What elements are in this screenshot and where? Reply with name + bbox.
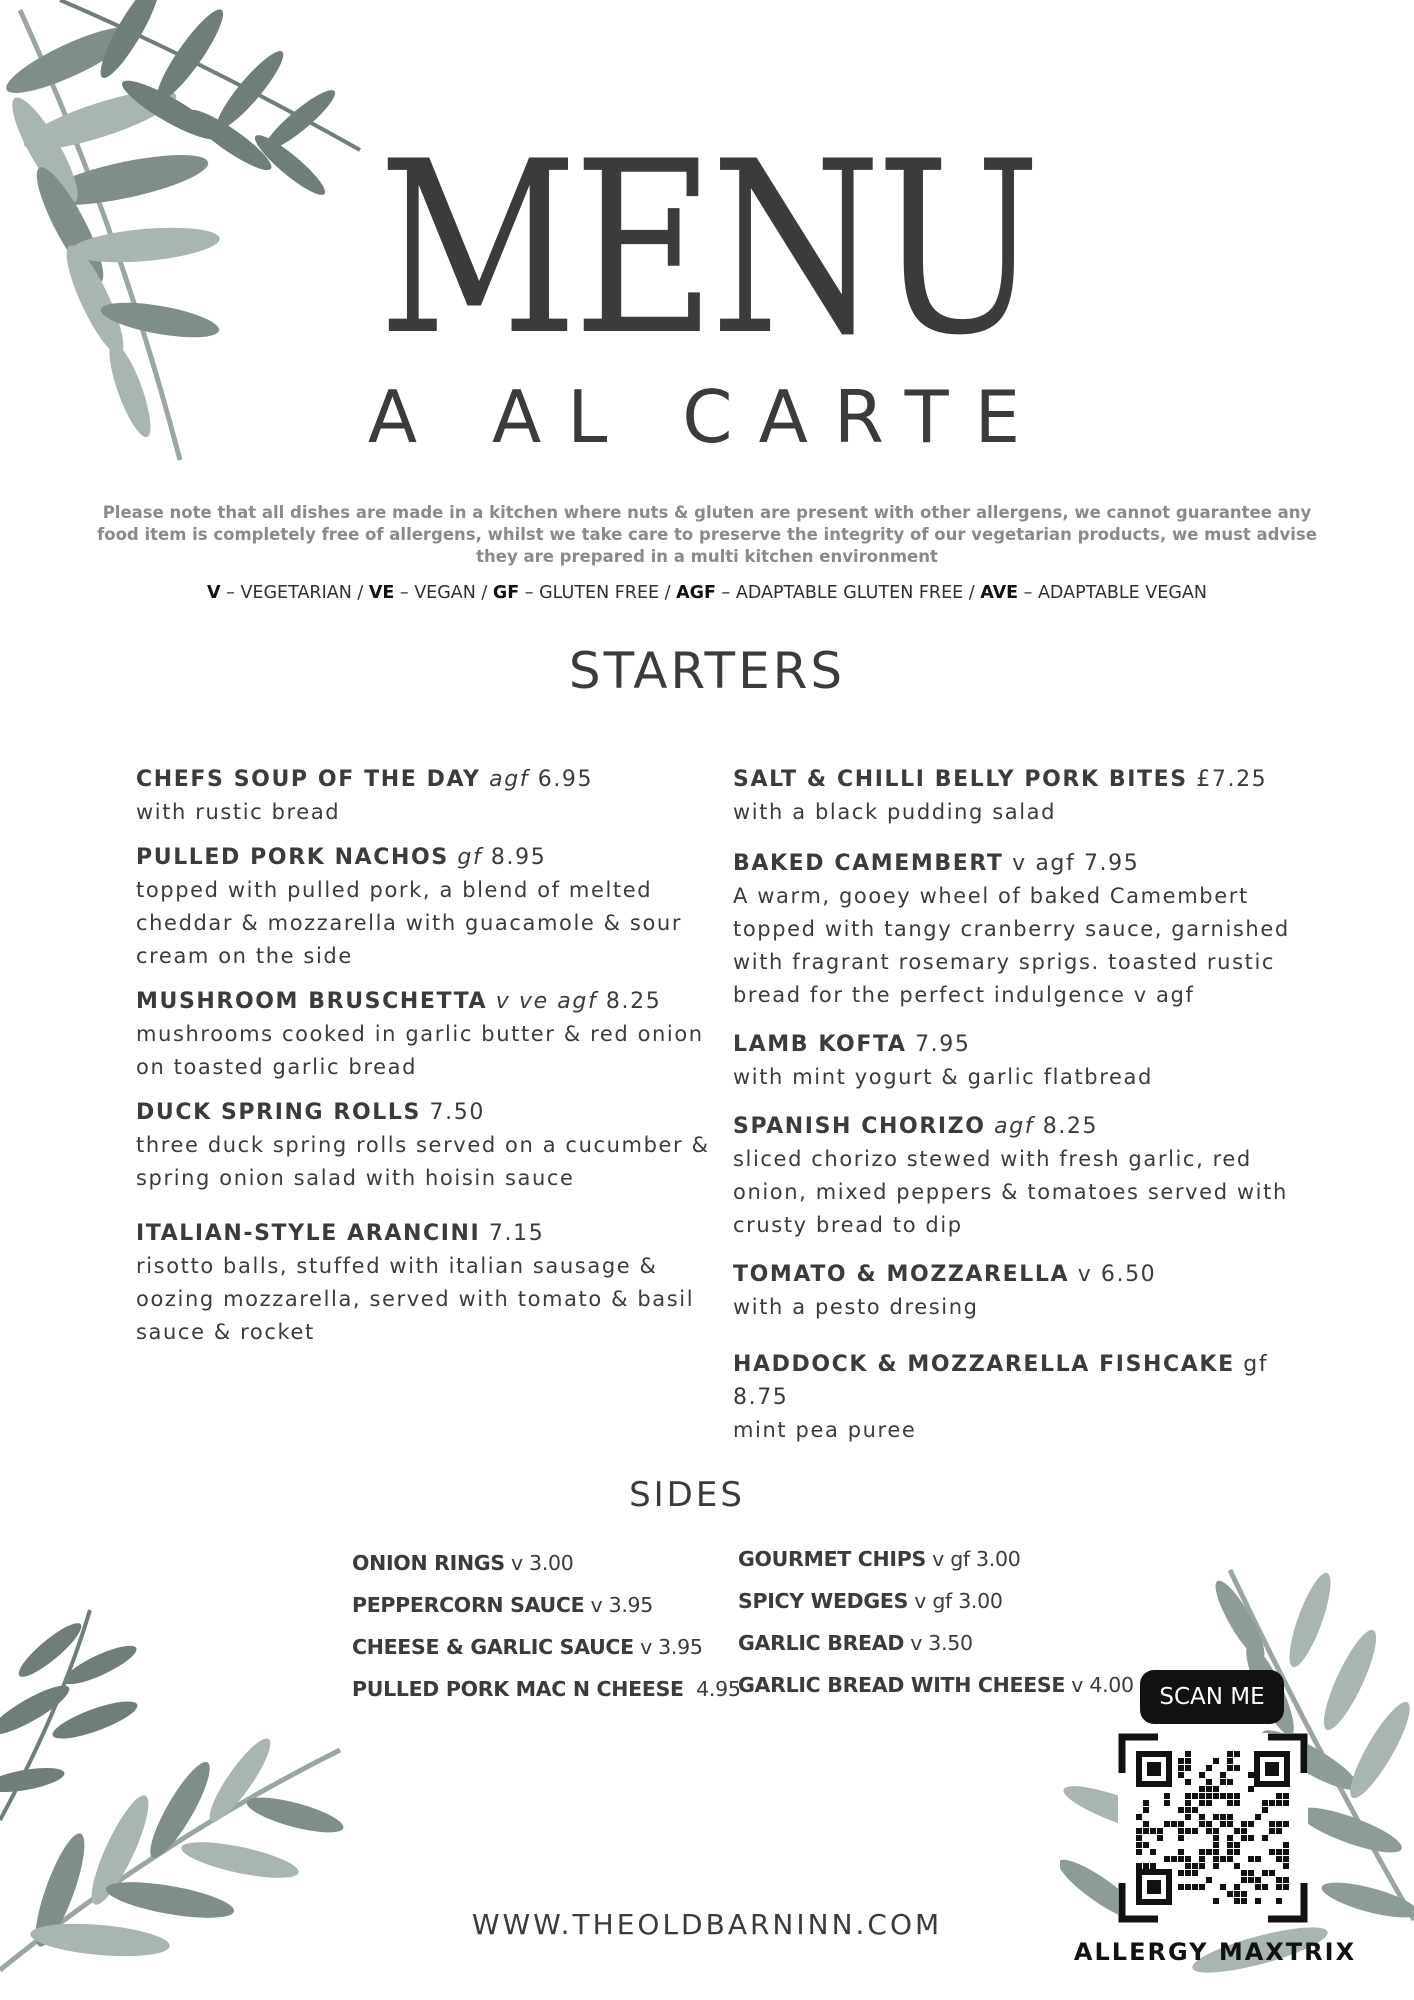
- item-price: 8.25: [605, 989, 662, 1014]
- item-price: 7.15: [488, 1221, 545, 1246]
- menu-item: [733, 1258, 1313, 1324]
- item-description: topped with pulled pork, a blend of melted cheddar & mozzarella with guacamole & sour cream on the side: [136, 878, 683, 968]
- menu-title: MENU: [378, 111, 1036, 388]
- side-price: v 4.00: [1065, 1673, 1134, 1697]
- item-name: BAKED CAMEMBERT: [733, 851, 1004, 876]
- sides-heading: SIDES: [629, 1475, 745, 1515]
- menu-item: [733, 847, 1313, 1012]
- side-name: GOURMET CHIPS: [738, 1547, 926, 1571]
- menu-item: [136, 841, 721, 973]
- side-item: [738, 1538, 1134, 1580]
- menu-item: [136, 763, 721, 829]
- item-name: TOMATO & MOZZARELLA: [733, 1262, 1070, 1287]
- legend-code: AVE: [980, 583, 1019, 603]
- allergen-notice: Please note that all dishes are made in a kitchen where nuts & gluten are present with other allergens, we cannot guarantee any food item is completely free of allergens, whilst we take care to preserve the integrity of our vegetarian products, we must advise they are prepared in a multi kitchen environment: [97, 503, 1317, 566]
- side-item: [352, 1668, 741, 1710]
- legend-code: VE: [368, 583, 395, 603]
- side-price: v 3.95: [633, 1635, 703, 1659]
- legend-meaning: – ADAPTABLE VEGAN: [1018, 583, 1207, 603]
- menu-item: [136, 985, 721, 1084]
- item-name: CHEFS SOUP OF THE DAY: [136, 767, 481, 792]
- item-name: MUSHROOM BRUSCHETTA: [136, 989, 488, 1014]
- menu-item: [136, 1096, 721, 1195]
- item-price: 8.25: [1042, 1114, 1099, 1139]
- side-name: PULLED PORK MAC N CHEESE: [352, 1677, 684, 1701]
- legend-meaning: – VEGETARIAN /: [220, 583, 369, 603]
- side-name: PEPPERCORN SAUCE: [352, 1593, 585, 1617]
- item-price: v 6.50: [1077, 1262, 1157, 1287]
- item-tag: gf: [457, 845, 483, 870]
- item-name: ITALIAN-STYLE ARANCINI: [136, 1221, 481, 1246]
- legend-code: V: [207, 583, 221, 603]
- item-price: v agf 7.95: [1012, 851, 1140, 876]
- menu-item: [733, 1348, 1313, 1447]
- side-item: [352, 1584, 741, 1626]
- legend-meaning: – GLUTEN FREE /: [519, 583, 677, 603]
- side-price: v gf 3.00: [925, 1547, 1021, 1571]
- item-description: with a black pudding salad: [733, 800, 1057, 824]
- item-name: DUCK SPRING ROLLS: [136, 1100, 421, 1125]
- allergy-matrix-label: ALLERGY MAXTRIX: [1073, 1938, 1357, 1966]
- item-price: 7.95: [915, 1032, 971, 1057]
- website-url[interactable]: WWW.THEOLDBARNINN.COM: [471, 1908, 943, 1941]
- item-description: mint pea puree: [733, 1418, 917, 1442]
- legend-meaning: – VEGAN /: [394, 583, 493, 603]
- legend-code: GF: [492, 583, 520, 603]
- item-description: mushrooms cooked in garlic butter & red onion on toasted garlic bread: [136, 1022, 704, 1079]
- item-description: sliced chorizo stewed with fresh garlic, red onion, mixed peppers & tomatoes served with crusty bread to dip: [733, 1147, 1288, 1237]
- sides-right-column: [738, 1538, 1134, 1706]
- item-tag: v ve agf: [495, 989, 598, 1014]
- side-name: CHEESE & GARLIC SAUCE: [352, 1635, 634, 1659]
- side-item: [352, 1542, 741, 1584]
- menu-subtitle: A AL CARTE: [367, 375, 1047, 459]
- item-description: A warm, gooey wheel of baked Camembert topped with tangy cranberry sauce, garnished with fragrant rosemary sprigs. toasted rustic bread for the perfect indulgence v agf: [733, 884, 1290, 1007]
- legend-meaning: – ADAPTABLE GLUTEN FREE /: [715, 583, 981, 603]
- item-tag: agf: [994, 1114, 1035, 1139]
- side-name: ONION RINGS: [352, 1551, 505, 1575]
- item-tag: agf: [489, 767, 530, 792]
- item-description: with rustic bread: [136, 800, 341, 824]
- side-name: GARLIC BREAD WITH CHEESE: [738, 1673, 1066, 1697]
- menu-item: [733, 1028, 1313, 1094]
- sides-left-column: [352, 1542, 741, 1710]
- dietary-legend: [90, 583, 1324, 603]
- side-price: v 3.50: [904, 1631, 973, 1655]
- legend-code: AGF: [676, 583, 716, 603]
- item-name: SPANISH CHORIZO: [733, 1114, 986, 1139]
- item-name: LAMB KOFTA: [733, 1032, 907, 1057]
- starters-right-column: [733, 763, 1313, 1459]
- starters-heading: STARTERS: [568, 642, 846, 700]
- menu-item: [733, 763, 1313, 829]
- side-item: [738, 1622, 1134, 1664]
- qr-code-icon[interactable]: [1118, 1733, 1308, 1923]
- menu-item: [136, 1217, 721, 1349]
- scan-me-badge: SCAN ME: [1140, 1670, 1284, 1724]
- side-name: SPICY WEDGES: [738, 1589, 909, 1613]
- item-price: 6.95: [537, 767, 594, 792]
- side-item: [738, 1664, 1134, 1706]
- side-item: [352, 1626, 741, 1668]
- item-price: 8.95: [490, 845, 547, 870]
- item-name: SALT & CHILLI BELLY PORK BITES: [733, 767, 1188, 792]
- item-description: risotto balls, stuffed with italian sausage & oozing mozzarella, served with tomato & basil sauce & rocket: [136, 1254, 695, 1344]
- item-description: with a pesto dresing: [733, 1295, 979, 1319]
- item-description: with mint yogurt & garlic flatbread: [733, 1065, 1153, 1089]
- side-price: v 3.00: [504, 1551, 574, 1575]
- menu-item: [733, 1110, 1313, 1242]
- side-name: GARLIC BREAD: [738, 1631, 905, 1655]
- side-price: 4.95: [683, 1677, 741, 1701]
- side-price: v 3.95: [584, 1593, 654, 1617]
- starters-left-column: [136, 763, 721, 1361]
- item-price: £7.25: [1196, 767, 1268, 792]
- item-name: PULLED PORK NACHOS: [136, 845, 449, 870]
- item-description: three duck spring rolls served on a cucumber & spring onion salad with hoisin sauce: [136, 1133, 710, 1190]
- item-name: HADDOCK & MOZZARELLA FISHCAKE: [733, 1352, 1235, 1377]
- item-price: 7.50: [429, 1100, 485, 1125]
- side-price: v gf 3.00: [908, 1589, 1003, 1613]
- item-price: gf 8.75: [733, 1352, 1269, 1410]
- side-item: [738, 1580, 1134, 1622]
